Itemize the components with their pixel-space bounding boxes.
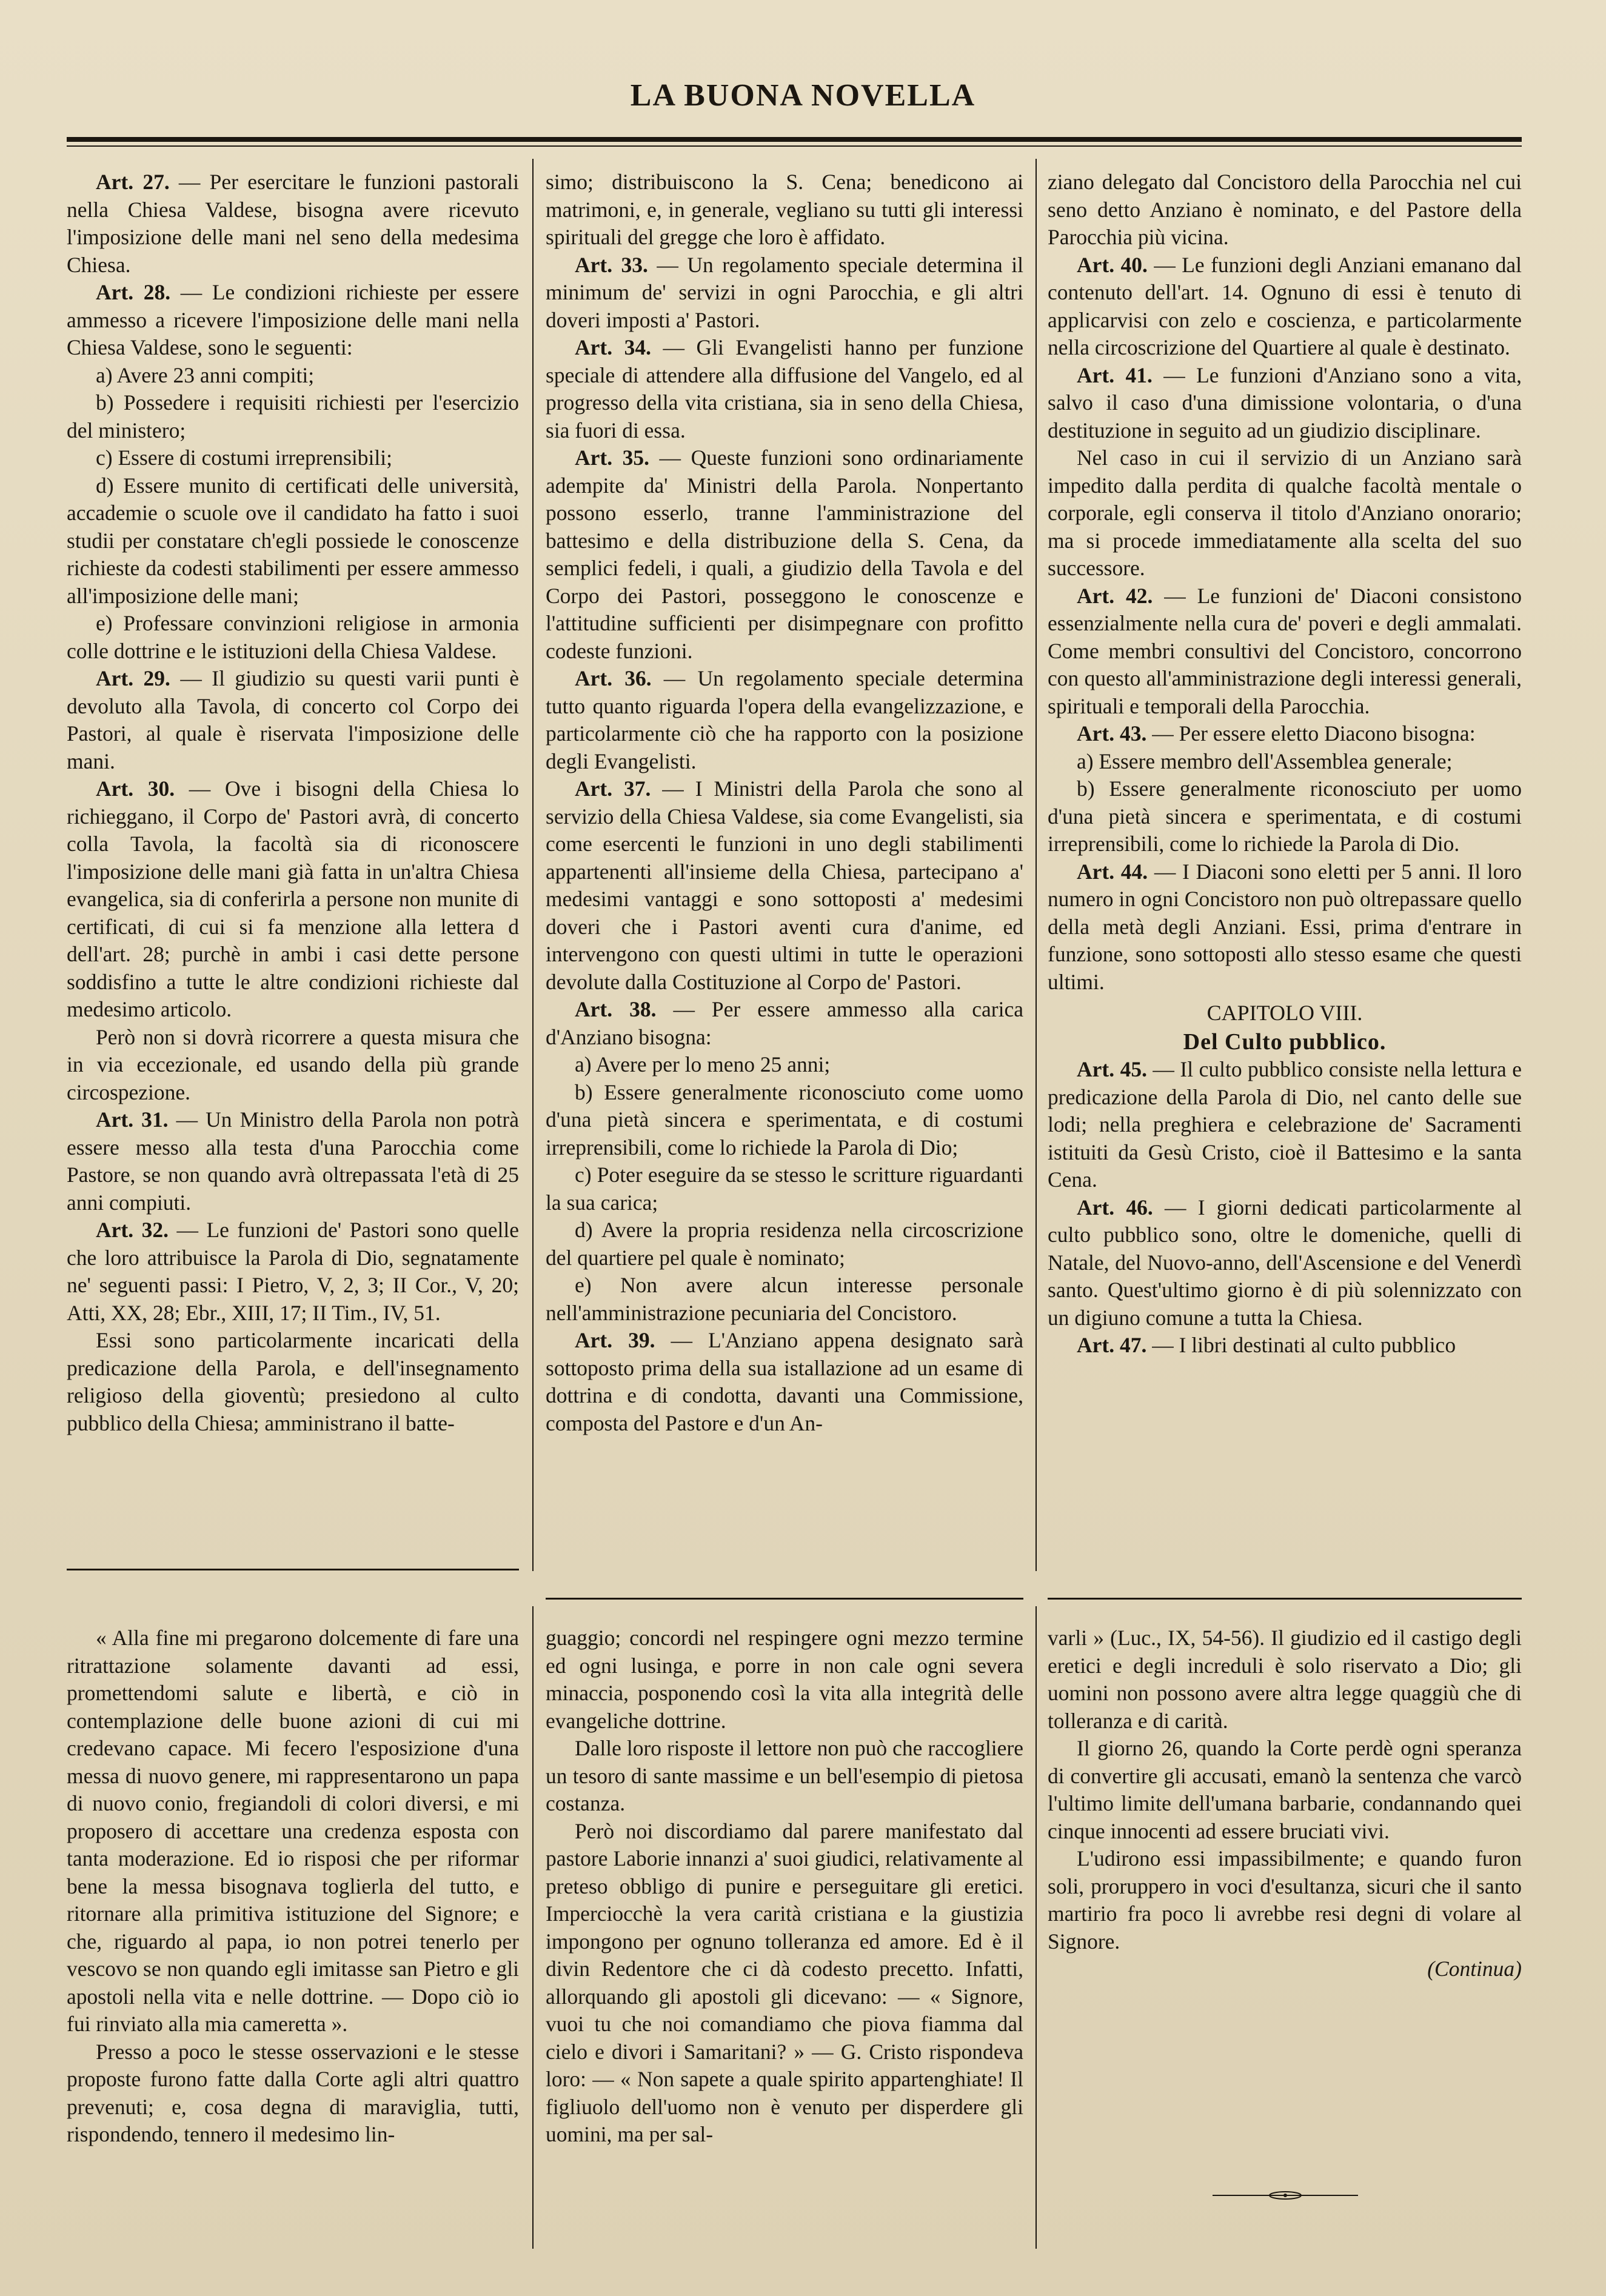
- article-text: e) Professare convinzioni religiose in armonia colle dottrine e le istituzioni della Chiesa Valdese.: [67, 611, 519, 663]
- article-number: Art. 38.: [575, 997, 657, 1021]
- article-number: Art. 44.: [1077, 859, 1148, 884]
- article-text: Essi sono particolarmente incaricati della predicazione della Parola, e dell'insegnamento religioso della gioventù; presiedono al culto pubblico della Chiesa; amministrano il batte-: [67, 1328, 519, 1435]
- article-paragraph: [546, 775, 1023, 996]
- story-paragraph: guaggio; concordi nel respingere ogni mezzo termine ed ogni lusinga, e porre in non cale ogni severa minaccia, posponendo così la vita alla integrità delle evangeliche dottrine.: [546, 1626, 1023, 1733]
- article-number: Art. 27.: [96, 170, 170, 194]
- article-number: Art. 33.: [575, 252, 648, 277]
- article-text: d) Essere munito di certificati delle università, accademie o scuole ove il candidato ha fatto i suoi studii per constatare ch'egli possiede le conoscenze richieste da codesti stabilimenti per essere ammesso all'imposizione delle mani;: [67, 473, 519, 608]
- article-paragraph: [67, 444, 519, 472]
- article-text: c) Essere di costumi irreprensibili;: [96, 446, 392, 470]
- article-number: Art. 37.: [575, 776, 651, 801]
- bottom-column-1: [67, 1624, 519, 2149]
- article-text: — Un Ministro della Parola non potrà essere messo alla testa d'una Parocchia come Pastore, se non quando avrà oltrepassata l'età di 25 anni compiuti.: [67, 1107, 519, 1215]
- article-text: — I Diaconi sono eletti per 5 anni. Il loro numero in ogni Concistoro non può oltrepassare quello della metà degli Anziani. Essi, prima d'entrare in funzione, sono sottoposti allo stesso esame che questi ultimi.: [1048, 859, 1522, 994]
- article-number: Art. 47.: [1077, 1333, 1147, 1357]
- article-text: simo; distribuiscono la S. Cena; benedicono ai matrimoni, e, in generale, vegliano su tutti gli interessi spirituali del gregge che loro è affidato.: [546, 170, 1023, 249]
- article-paragraph: [1048, 1194, 1522, 1332]
- article-text: Però non si dovrà ricorrere a questa misura che in via eccezionale, ed usando della più grande circospezione.: [67, 1024, 519, 1104]
- page-title: LA BUONA NOVELLA: [630, 78, 976, 113]
- continued-label: (Continua): [1427, 1957, 1522, 1981]
- article-paragraph: [67, 610, 519, 665]
- article-text: — Queste funzioni sono ordinariamente adempite da' Ministri della Parola. Nonpertanto possono esserlo, tranne l'amministrazione del battesimo e della distribuzione della S. Cena, da semplici fedeli, i quali, a giudizio della Tavola e del Corpo dei Pastori, posseggono le conoscenze e l'attitudine sufficienti per disimpegnare con profitto codeste funzioni.: [546, 446, 1023, 663]
- article-text: b) Essere generalmente riconosciuto per uomo d'una pietà sincera e sperimentata, e di costumi irreprensibili, come lo richiede la Parola di Dio.: [1048, 776, 1522, 856]
- article-text: ziano delegato dal Concistoro della Parocchia nel cui seno detto Anziano è nominato, e del Pastore della Parocchia più vicina.: [1048, 170, 1522, 249]
- bottom-column-2: [546, 1624, 1023, 2149]
- article-number: Art. 31.: [96, 1107, 169, 1132]
- article-number: Art. 45.: [1077, 1057, 1147, 1081]
- article-text: — Ove i bisogni della Chiesa lo richieggano, il Corpo de' Pastori avrà, di concerto colla Tavola, la facoltà sia di riconoscere l'imposizione delle mani già fatta in un'altra Chiesa evangelica, sia di conferirla a persone non munite di certificati, di cui si fa menzione alla lettera d dell'art. 28; purchè in ambi i casi dette persone soddisfino a tutte le altre condizioni richieste dal medesimo articolo.: [67, 776, 519, 1021]
- article-text: Nel caso in cui il servizio di un Anziano sarà impedito dalla perdita di qualche facoltà mentale o corporale, egli conserva il titolo d'Anziano onorario; ma si procede immediatamente alla scelta del suo successore.: [1048, 446, 1522, 580]
- article-paragraph: [1048, 582, 1522, 721]
- article-number: Art. 29.: [96, 666, 170, 690]
- article-text: — Un regolamento speciale determina il minimum de' servizi in ogni Parocchia, e gli altri doveri imposti a' Pastori.: [546, 252, 1024, 332]
- article-number: Art. 28.: [96, 280, 171, 304]
- article-text: — Un regolamento speciale determina tutto quanto riguarda l'opera della evangelizzazione, e particolarmente ciò che ha rapporto con la posizione degli Evangelisti.: [546, 666, 1023, 773]
- article-text: — Per essere eletto Diacono bisogna:: [1146, 721, 1476, 746]
- header-rule-thick: [67, 137, 1522, 142]
- article-text: a) Avere per lo meno 25 anni;: [575, 1052, 831, 1076]
- article-paragraph: [67, 169, 519, 279]
- article-number: Art. 46.: [1077, 1195, 1153, 1220]
- end-ornament: [1213, 2189, 1358, 2201]
- article-paragraph: [1048, 748, 1522, 776]
- story-paragraph: Dalle loro risposte il lettore non può che raccogliere un tesoro di sante massime e un bell'esempio di pietosa costanza.: [546, 1736, 1023, 1815]
- article-text: — I libri destinati al culto pubblico: [1146, 1333, 1456, 1357]
- article-text: — Le condizioni richieste per essere ammesso a ricevere l'imposizione delle mani nella Chiesa Valdese, sono le seguenti:: [67, 280, 520, 359]
- top-column-2: [546, 169, 1023, 1437]
- article-paragraph: [1048, 362, 1522, 445]
- article-paragraph: [546, 444, 1023, 665]
- article-text: — I giorni dedicati particolarmente al culto pubblico sono, oltre le domeniche, quelli di Natale, del Nuovo-anno, dell'Ascensione e del Venerdì santo. Quest'ultimo giorno è di più solennizzato con un digiuno comune a tutta la Chiesa.: [1048, 1195, 1522, 1330]
- column-divider: [1036, 159, 1037, 1571]
- article-text: — Le funzioni d'Anziano sono a vita, salvo il caso d'una dimissione volontaria, o d'una destituzione in seguito ad un giudizio disciplinare.: [1048, 362, 1522, 442]
- article-paragraph: [1048, 252, 1522, 362]
- story-paragraph: varli » (Luc., IX, 54-56). Il giudizio ed il castigo degli eretici e degli increduli è solo riservato a Dio; gli uomini non possono avere altra legge quaggiù che di tolleranza e di carità.: [1048, 1626, 1522, 1733]
- story-paragraph: Però noi discordiamo dal parere manifestato dal pastore Laborie innanzi a' suoi giudici, relativamente al preteso obbligo di punire e perseguitare gli eretici. Imperciocchè la vera carità cristiana e la giustizia impongono per ognuno tolleranza ed amore. Ed è il divin Redentore che ci dà codesto precetto. Infatti, allorquando gli apostoli gli dicevano: — « Signore, vuoi tu che noi comandiamo che piova fiamma dal cielo e divori i Samaritani? » — G. Cristo rispondeva loro: — « Non sapete a quale spirito appartenghiate! Il figliuolo dell'uomo non è venuto per disperdere gli uomini, ma per sal-: [546, 1818, 1023, 2146]
- article-text: — Le funzioni de' Pastori sono quelle che loro attribuisce la Parola di Dio, segnatamente ne' seguenti passi: I Pietro, V, 2, 3; II Cor., V, 20; Atti, XX, 28; Ebr., XIII, 17; II Tim., IV, 51.: [67, 1218, 519, 1325]
- top-column-1: [67, 169, 519, 1437]
- story-paragraph: L'udirono essi impassibilmente; e quando furon soli, proruppero in voci d'esultanza, sicuri che il santo martirio fra poco li avrebbe resi degni di volare al Signore.: [1048, 1846, 1522, 1954]
- article-paragraph: [1048, 858, 1522, 996]
- article-number: Art. 34.: [575, 335, 651, 359]
- article-text: — Le funzioni de' Diaconi consistono essenzialmente nella cura de' poveri e degli ammalati. Come membri consultivi del Concistoro, concorrono con questo all'amministrazione degli interessi generali, spirituali e temporali della Parocchia.: [1048, 583, 1522, 718]
- chapter-heading: CAPITOLO VIII.: [1206, 1001, 1363, 1025]
- article-number: Art. 42.: [1077, 583, 1153, 608]
- article-text: a) Essere membro dell'Assemblea generale;: [1077, 749, 1453, 773]
- article-paragraph: [546, 1079, 1023, 1162]
- article-text: e) Non avere alcun interesse personale nell'amministrazione pecuniaria del Concistoro.: [546, 1273, 1023, 1325]
- article-paragraph: [67, 665, 519, 775]
- story-paragraph: Il giorno 26, quando la Corte perdè ogni speranza di convertire gli accusati, emanò la sentenza che varcò l'ultimo limite dell'umana barbarie, condannando quei cinque innocenti ad essere bruciati vivi.: [1048, 1736, 1522, 1843]
- article-paragraph: [546, 334, 1023, 444]
- article-text: — Il culto pubblico consiste nella lettura e predicazione della Parola di Dio, nel canto delle sue lodi; nella preghiera e celebrazione de' Sacramenti istituiti da Gesù Cristo, cioè il Battesimo e la santa Cena.: [1048, 1057, 1522, 1192]
- article-number: Art. 41.: [1077, 362, 1153, 387]
- article-paragraph: [1048, 169, 1522, 252]
- article-paragraph: [546, 252, 1023, 335]
- article-paragraph: [67, 1106, 519, 1216]
- column-divider: [1036, 1606, 1037, 2249]
- section-separator: [1048, 1598, 1522, 1600]
- article-paragraph: [546, 996, 1023, 1051]
- column-divider: [532, 159, 534, 1571]
- article-text: a) Avere 23 anni compiti;: [96, 362, 315, 387]
- article-text: — Gli Evangelisti hanno per funzione speciale di attendere alla diffusione del Vangelo, ed al progresso della vita cristiana, sia in seno della Chiesa, sia fuori di essa.: [546, 335, 1023, 442]
- article-paragraph: [1048, 775, 1522, 858]
- article-paragraph: [67, 1024, 519, 1107]
- bottom-column-3: [1048, 1624, 1522, 1983]
- article-paragraph: [1048, 1332, 1522, 1360]
- article-number: Art. 35.: [575, 446, 649, 470]
- article-text: — Per essere ammesso alla carica d'Anziano bisogna:: [546, 997, 1023, 1049]
- article-paragraph: [546, 665, 1023, 775]
- article-paragraph: [546, 169, 1023, 252]
- article-text: d) Avere la propria residenza nella circoscrizione del quartiere pel quale è nominato;: [546, 1218, 1023, 1270]
- header-rule-thin: [67, 145, 1522, 147]
- article-paragraph: [67, 1216, 519, 1327]
- article-paragraph: [546, 1216, 1023, 1272]
- chapter-subheading: Del Culto pubblico.: [1183, 1029, 1387, 1055]
- article-number: Art. 39.: [575, 1328, 655, 1352]
- article-paragraph: [1048, 720, 1522, 748]
- article-paragraph: [67, 775, 519, 1024]
- article-text: c) Poter eseguire da se stesso le scritture riguardanti la sua carica;: [546, 1163, 1023, 1215]
- top-column-3: [1048, 169, 1522, 1360]
- article-text: b) Essere generalmente riconosciuto come uomo d'una pietà sincera e sperimentata, e di costumi irreprensibili, come lo richiede la Parola di Dio;: [546, 1080, 1023, 1160]
- article-number: Art. 40.: [1077, 252, 1148, 277]
- article-paragraph: [67, 279, 519, 362]
- column-divider: [532, 1606, 534, 2249]
- article-paragraph: [546, 1327, 1023, 1437]
- article-text: — Le funzioni degli Anziani emanano dal contenuto dell'art. 14. Ognuno di essi è tenuto di applicarvisi con zelo e coscienza, e particolarmente nella circoscrizione del Quartiere al quale è destinato.: [1048, 252, 1522, 359]
- article-number: Art. 43.: [1077, 721, 1147, 746]
- article-number: Art. 36.: [575, 666, 652, 690]
- article-text: — Il giudizio su questi varii punti è devoluto alla Tavola, di concerto col Corpo dei Pastori, al quale è riservata l'imposizione delle mani.: [67, 666, 520, 773]
- article-paragraph: [67, 389, 519, 444]
- article-text: — Per esercitare le funzioni pastorali nella Chiesa Valdese, bisogna avere ricevuto l'imposizione delle mani nel seno della medesima Chiesa.: [67, 170, 520, 277]
- article-paragraph: [1048, 1056, 1522, 1194]
- story-paragraph: Presso a poco le stesse osservazioni e le stesse proposte furono fatte dalla Corte agli altri quattro prevenuti; e, cosa degna di maraviglia, tutti, rispondendo, tennero il medesimo lin-: [67, 2039, 519, 2146]
- section-separator: [67, 1569, 519, 1570]
- article-paragraph: [546, 1272, 1023, 1327]
- article-paragraph: [67, 1327, 519, 1437]
- article-paragraph: [546, 1161, 1023, 1216]
- article-paragraph: [67, 472, 519, 610]
- article-number: Art. 30.: [96, 776, 175, 801]
- article-number: Art. 32.: [96, 1218, 169, 1242]
- article-paragraph: [546, 1051, 1023, 1079]
- section-separator: [546, 1598, 1023, 1600]
- article-text: b) Possedere i requisiti richiesti per l'esercizio del ministero;: [67, 390, 519, 442]
- article-paragraph: [67, 362, 519, 390]
- article-paragraph: [1048, 444, 1522, 582]
- article-text: — I Ministri della Parola che sono al servizio della Chiesa Valdese, sia come Evangelisti, sia come esercenti le funzioni in uno degli stabilimenti appartenenti all'insieme della Chiesa, partecipano a' medesimi vantaggi e sono sottoposti a' medesimi doveri che i Pastori aventi cura d'anime, ed intervengono con questi ultimi in tutte le operazioni devolute dalla Costituzione al Corpo de' Pastori.: [546, 776, 1023, 994]
- article-text: — L'Anziano appena designato sarà sottoposto prima della sua istallazione ad un esame di dottrina e di condotta, davanti una Commissione, composta del Pastore e d'un An-: [546, 1328, 1023, 1435]
- story-paragraph: « Alla fine mi pregarono dolcemente di fare una ritrattazione solamente davanti ad essi, promettendomi salute e libertà, e ciò in contemplazione delle buone azioni di cui mi credevano capace. Mi fecero l'esposizione d'una messa di nuovo genere, mi rappresentarono un papa di nuovo conio, fregiandoli di colori diversi, e mi proposero di accettare una credenza esposta con tanta moderazione. Ed io risposi che per riformar bene la messa bisognava toglierla del tutto, e ritornare alla primitiva istituzione del Signore; e che, riguardo al papa, io non potrei tenerlo per vescovo se non quando egli imitasse san Pietro e gli apostoli nella vita e nelle dottrine. — Dopo ciò io fui rinviato alla mia cameretta ».: [67, 1626, 519, 2036]
